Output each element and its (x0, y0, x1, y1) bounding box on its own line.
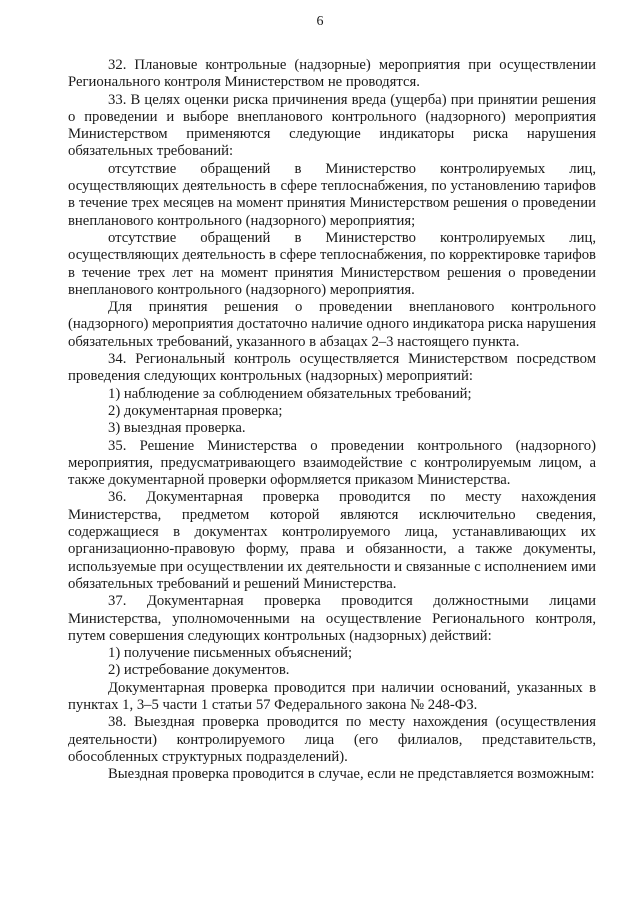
paragraph-38-cont: Выездная проверка проводится в случае, если не представляется возможным: (108, 766, 595, 783)
paragraph-33-note: Для принятия решения о проведении внепланового контрольного (надзорного) мероприятия достаточно наличие одного индикатора риска нарушения обязательных требований, указанного в абзацах 2–3 настоящего пункта. (68, 299, 596, 350)
document-body (68, 57, 596, 783)
list-item: 2) документарная проверка; (108, 402, 283, 419)
list-item: 1) наблюдение за соблюдением обязательных требований; (108, 385, 472, 402)
paragraph-37: 37. Документарная проверка проводится должностными лицами Министерства, уполномоченными на осуществление Регионального контроля, путем совершения следующих контрольных (надзорных) действий: (68, 593, 596, 644)
paragraph-35: 35. Решение Министерства о проведении контрольного (надзорного) мероприятия, предусматривающего взаимодействие с контролируемым лицом, а также документарной проверки оформляется приказом Министерства. (68, 437, 596, 489)
risk-indicator-2: отсутствие обращений в Министерство контролируемых лиц, осуществляющих деятельность в сфере теплоснабжения, по корректировке тарифов в течение трех лет на момент принятия Министерством решения о проведении внепланового контрольного (надзорного) мероприятия. (68, 229, 596, 298)
paragraph-38: 38. Выездная проверка проводится по месту нахождения (осуществления деятельности) контролируемого лица (его филиалов, представительств, обособленных структурных подразделений). (68, 714, 596, 765)
page-number: 6 (316, 14, 324, 29)
list-item: 1) получение письменных объяснений; (108, 645, 353, 662)
paragraph-36: 36. Документарная проверка проводится по месту нахождения Министерства, предметом которой являются исключительно сведения, содержащиеся в документах контролируемого лица, устанавливающих их организационно-правовую форму, права и обязанности, а также документы, используемые при осуществлении их деятельности и связанные с исполнением ими обязательных требований и решений Министерства. (68, 489, 596, 592)
paragraph-32: 32. Плановые контрольные (надзорные) мероприятия при осуществлении Регионального контроля Министерством не проводятся. (68, 57, 596, 91)
risk-indicator-1: отсутствие обращений в Министерство контролируемых лиц, осуществляющих деятельность в сфере теплоснабжения, по установлению тарифов в течение трех месяцев на момент принятия Министерством решения о проведении внепланового контрольного (надзорного) мероприятия; (68, 160, 596, 229)
paragraph-33: 33. В целях оценки риска причинения вреда (ущерба) при принятии решения о проведении и выборе внепланового контрольного (надзорного) мероприятия Министерством применяются следующие индикаторы риска нарушения обязательных требований: (68, 91, 596, 160)
paragraph-34: 34. Региональный контроль осуществляется Министерством посредством проведения следующих контрольных (надзорных) мероприятий: (68, 351, 596, 385)
paragraph-37-note: Документарная проверка проводится при наличии оснований, указанных в пунктах 1, 3–5 части 1 статьи 57 Федерального закона № 248-ФЗ. (68, 679, 596, 713)
list-item: 3) выездная проверка. (108, 420, 246, 437)
list-item: 2) истребование документов. (108, 662, 290, 679)
